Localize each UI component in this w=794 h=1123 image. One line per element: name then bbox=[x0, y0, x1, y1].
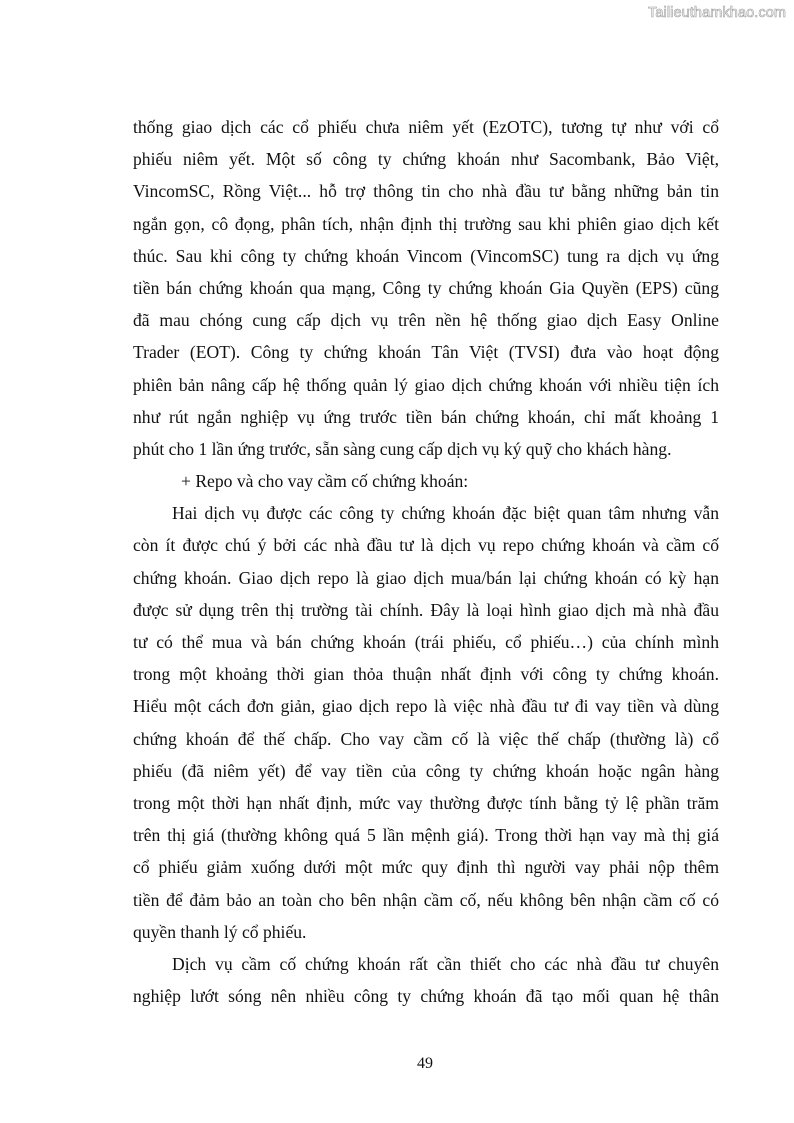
paragraph-line: phiếu niêm yết. Một số công ty chứng khoán như Sacombank, Bảo Việt, bbox=[133, 149, 719, 170]
paragraph-line: phút cho 1 lần ứng trước, sẵn sàng cung cấp dịch vụ ký quỹ cho khách hàng. bbox=[133, 438, 672, 459]
paragraph-line: quyền thanh lý cổ phiếu. bbox=[133, 921, 307, 942]
paragraph-line: Hiểu một cách đơn giản, giao dịch repo là việc nhà đầu tư đi vay tiền và dùng bbox=[133, 696, 719, 717]
paragraph-line: còn ít được chú ý bởi các nhà đầu tư là dịch vụ repo chứng khoán và cầm cố bbox=[133, 535, 719, 556]
paragraph-line: thống giao dịch các cổ phiếu chưa niêm yết (EzOTC), tương tự như với cổ bbox=[133, 117, 719, 137]
paragraph-line: đã mau chóng cung cấp dịch vụ trên nền hệ thống giao dịch Easy Online bbox=[133, 310, 719, 331]
paragraph-line: thúc. Sau khi công ty chứng khoán Vincom (VincomSC) tung ra dịch vụ ứng bbox=[133, 245, 719, 266]
paragraph-line: nghiệp lướt sóng nên nhiều công ty chứng khoán đã tạo mối quan hệ thân bbox=[133, 986, 719, 1007]
paragraph-line: chứng khoán để thế chấp. Cho vay cầm cố là việc thế chấp (thường là) cổ bbox=[133, 728, 719, 749]
paragraph-line: ngắn gọn, cô đọng, phân tích, nhận định thị trường sau khi phiên giao dịch kết bbox=[133, 213, 719, 234]
paragraph-line: trong một thời hạn nhất định, mức vay thường được tính bằng tỷ lệ phần trăm bbox=[133, 792, 719, 813]
paragraph-line: Dịch vụ cầm cố chứng khoán rất cần thiết cho các nhà đầu tư chuyên bbox=[172, 953, 719, 974]
paragraph-line: cổ phiếu giảm xuống dưới một mức quy định thì người vay phải nộp thêm bbox=[133, 857, 719, 878]
paragraph-line: phiếu (đã niêm yết) để vay tiền của công ty chứng khoán hoặc ngân hàng bbox=[133, 760, 719, 781]
paragraph-line: Trader (EOT). Công ty chứng khoán Tân Việt (TVSI) đưa vào hoạt động bbox=[133, 342, 719, 363]
page-number: 49 bbox=[417, 1055, 433, 1072]
paragraph-line: tư có thể mua và bán chứng khoán (trái phiếu, cổ phiếu…) của chính mình bbox=[133, 632, 719, 652]
paragraph-line: Hai dịch vụ được các công ty chứng khoán đặc biệt quan tâm nhưng vẫn bbox=[172, 503, 719, 524]
watermark: Tailieuthamkhao.com bbox=[648, 5, 787, 21]
paragraph-line: trong một khoảng thời gian thỏa thuận nhất định với công ty chứng khoán. bbox=[133, 664, 719, 685]
paragraph-line: được sử dụng trên thị trường tài chính. Đây là loại hình giao dịch mà nhà đầu bbox=[133, 599, 719, 620]
section-heading: + Repo và cho vay cầm cố chứng khoán: bbox=[181, 471, 469, 492]
paragraph-line: như rút ngắn nghiệp vụ ứng trước tiền bán chứng khoán, chỉ mất khoảng 1 bbox=[133, 406, 719, 427]
paragraph-line: trên thị giá (thường không quá 5 lần mệnh giá). Trong thời hạn vay mà thị giá bbox=[133, 825, 719, 846]
paragraph-line: tiền bán chứng khoán qua mạng, Công ty chứng khoán Gia Quyền (EPS) cũng bbox=[133, 277, 719, 298]
paragraph-line: VincomSC, Rồng Việt... hỗ trợ thông tin cho nhà đầu tư bằng những bản tin bbox=[133, 181, 719, 202]
document-body bbox=[133, 111, 719, 1012]
paragraph-line: phiên bản nâng cấp hệ thống quản lý giao dịch chứng khoán với nhiều tiện ích bbox=[133, 374, 719, 395]
paragraph-line: chứng khoán. Giao dịch repo là giao dịch mua/bán lại chứng khoán có kỳ hạn bbox=[133, 567, 719, 588]
paragraph-line: tiền để đảm bảo an toàn cho bên nhận cầm cố, nếu không bên nhận cầm cố có bbox=[133, 889, 719, 910]
